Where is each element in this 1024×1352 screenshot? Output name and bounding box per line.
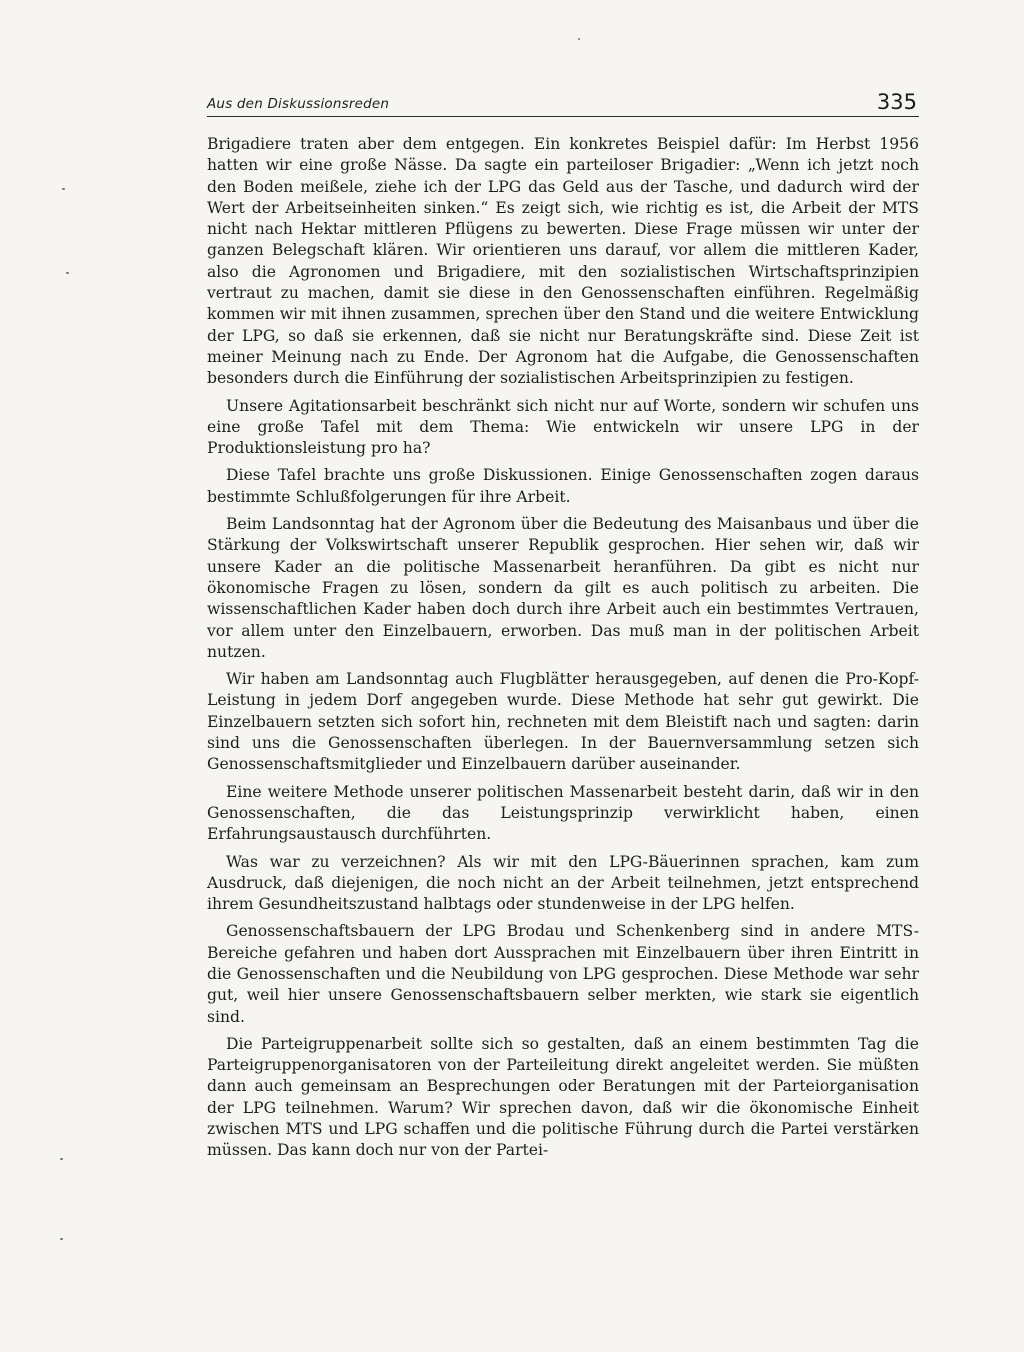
scan-speck xyxy=(62,188,65,190)
scan-speck xyxy=(60,1238,63,1240)
paragraph: Unsere Agitationsarbeit beschränkt sich nicht nur auf Worte, sondern wir schufen uns eine große Tafel mit dem Thema: Wie entwickeln wir unsere LPG in der Produktionsleistung pro ha? xyxy=(207,396,919,458)
scan-speck xyxy=(66,272,69,274)
paragraph: Brigadiere traten aber dem entgegen. Ein konkretes Beispiel dafür: Im Herbst 1956 hatten wir eine große Nässe. Da sagte ein parteiloser Brigadier: „Wenn ich jetzt noch den Boden meißele, ziehe ich der LPG das Geld aus der Tasche, und dadurch wird der Wert der Arbeitseinheiten sinken.“ Es zeigt sich, wie richtig es ist, die Arbeit der MTS nicht nach Hektar mittleren Pflügens zu bewerten. Diese Frage müssen wir unter der ganzen Belegschaft klären. Wir orientieren uns darauf, vor allem die mittleren Kader, also die Agronomen und Brigadiere, mit den sozialistischen Wirtschaftsprinzipien vertraut zu machen, damit sie diese in den Genossenschaften einführen. Regelmäßig kommen wir mit ihnen zusammen, sprechen über den Stand und die weitere Entwicklung der LPG, so daß sie erkennen, daß sie nicht nur Beratungskräfte sind. Diese Zeit ist meiner Meinung nach zu Ende. Der Agronom hat die Aufgabe, die Genossenschaften besonders durch die Einführung der sozialistischen Arbeitsprinzipien zu festigen. xyxy=(207,135,919,388)
paragraph: Beim Landsonntag hat der Agronom über die Bedeutung des Maisanbaus und über die Stärkung der Volkswirtschaft unserer Republik gesprochen. Hier sehen wir, daß wir unsere Kader an die politische Massenarbeit heranführen. Da gibt es nicht nur ökonomische Fragen zu lösen, sondern da gilt es auch politisch zu arbeiten. Die wissenschaftlichen Kader haben doch durch ihre Arbeit auch ein bestimmtes Vertrauen, vor allem unter den Einzelbauern, erworben. Das muß man in der politischen Arbeit nutzen. xyxy=(207,515,919,661)
running-header xyxy=(207,84,919,117)
scan-speck xyxy=(60,1158,63,1160)
paragraph: Genossenschaftsbauern der LPG Brodau und Schenkenberg sind in andere MTS-Bereiche gefahren und haben dort Aussprachen mit Einzelbauern über ihren Eintritt in die Genossenschaften und die Neubildung von LPG gesprochen. Diese Methode war sehr gut, weil hier unsere Genossenschaftsbauern selber merkten, wie stark sie eigentlich sind. xyxy=(207,922,919,1026)
scan-speck xyxy=(578,38,580,40)
paragraph: Wir haben am Landsonntag auch Flugblätter herausgegeben, auf denen die Pro-Kopf-Leistung in jedem Dorf angegeben wurde. Diese Methode hat sehr gut gewirkt. Die Einzelbauern setzten sich sofort hin, rechneten mit dem Bleistift nach und sagten: darin sind uns die Genossenschaften überlegen. In der Bauernversammlung setzen sich Genossenschaftsmitglieder und Einzelbauern darüber auseinander. xyxy=(207,670,919,774)
body-text xyxy=(207,134,919,1168)
running-title: Aus den Diskussionsreden xyxy=(207,96,390,112)
paragraph: Diese Tafel brachte uns große Diskussionen. Einige Genossenschaften zogen daraus bestimmte Schlußfolgerungen für ihre Arbeit. xyxy=(207,466,919,506)
paragraph: Eine weitere Methode unserer politischen Massenarbeit besteht darin, daß wir in den Genossenschaften, die das Leistungsprinzip verwirklicht haben, einen Erfahrungsaustausch durchführten. xyxy=(207,782,919,844)
paragraph: Was war zu verzeichnen? Als wir mit den LPG-Bäuerinnen sprachen, kam zum Ausdruck, daß diejenigen, die noch nicht an der Arbeit teilnehmen, jetzt entsprechend ihrem Gesundheitszustand halbtags oder stundenweise in der LPG helfen. xyxy=(207,852,919,914)
page-number: 335 xyxy=(876,90,917,114)
paragraph: Die Parteigruppenarbeit sollte sich so gestalten, daß an einem bestimmten Tag die Parteigruppenorganisatoren von der Parteileitung direkt angeleitet werden. Sie müßten dann auch gemeinsam an Besprechungen oder Beratungen mit der Parteiorganisation der LPG teilnehmen. Warum? Wir sprechen davon, daß wir die ökonomische Einheit zwischen MTS und LPG schaffen und die politische Führung durch die Partei verstärken müssen. Das kann doch nur von der Partei- xyxy=(207,1034,919,1160)
